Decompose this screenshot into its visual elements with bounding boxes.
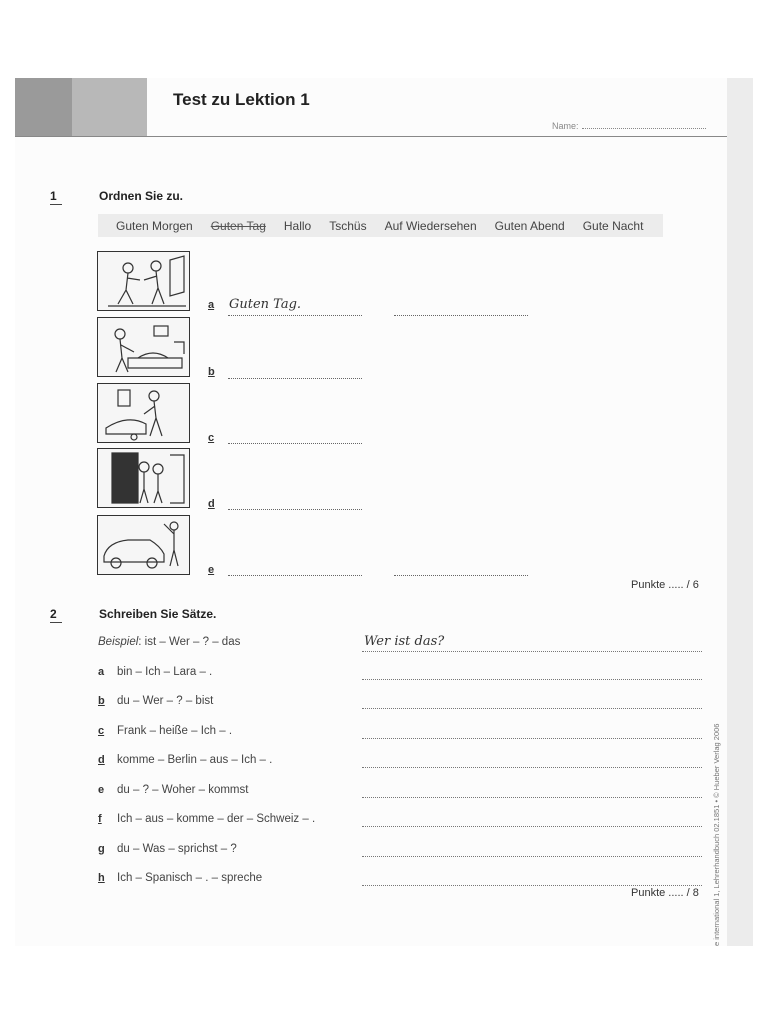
example-prompt xyxy=(98,636,240,648)
sentence-h-letter: h xyxy=(98,872,105,884)
word-auf-wiedersehen: Auf Wiedersehen xyxy=(384,218,477,233)
sentence-f-words: Ich – aus – komme – der – Schweiz – . xyxy=(117,813,316,825)
name-dotted-line[interactable] xyxy=(582,128,706,129)
page-edge xyxy=(727,78,753,946)
word-guten-tag-struck: Guten Tag xyxy=(210,218,266,233)
illustration-b-morning xyxy=(97,317,190,377)
sentence-f-line[interactable] xyxy=(362,814,702,827)
sentence-a-line[interactable] xyxy=(362,667,702,680)
sentence-c-line[interactable] xyxy=(362,726,702,739)
item-a-letter: a xyxy=(208,299,215,311)
sentence-c-words: Frank – heiße – Ich – . xyxy=(117,725,233,737)
sentence-d-words: komme – Berlin – aus – Ich – . xyxy=(117,754,273,766)
item-e-letter: e xyxy=(208,564,215,576)
sentence-d-letter: d xyxy=(98,754,105,766)
sentence-g-words: du – Was – sprichst – ? xyxy=(117,843,237,855)
item-d-line[interactable] xyxy=(228,495,362,510)
sentence-f-letter: f xyxy=(98,813,102,825)
sentence-a-words: bin – Ich – Lara – . xyxy=(117,666,213,678)
illustration-c-night xyxy=(97,383,190,443)
example-text: : ist – Wer – ? – das xyxy=(138,636,241,648)
header-block-light xyxy=(72,78,147,137)
word-box xyxy=(98,214,663,237)
name-field[interactable] xyxy=(552,121,706,131)
section-2-title: Schreiben Sie Sätze. xyxy=(99,607,217,621)
item-c-letter: c xyxy=(208,432,215,444)
sentence-e-letter: e xyxy=(98,784,105,796)
section-2-points: Punkte ..... / 8 xyxy=(631,887,699,899)
item-e-line-2[interactable] xyxy=(394,561,528,576)
sentence-a-letter: a xyxy=(98,666,105,678)
illustration-a-greeting xyxy=(97,251,190,311)
sentence-e-words: du – ? – Woher – kommst xyxy=(117,784,249,796)
item-d-letter: d xyxy=(208,498,215,510)
word-guten-morgen: Guten Morgen xyxy=(116,218,193,233)
sentence-d-line[interactable] xyxy=(362,755,702,768)
header-block-dark xyxy=(15,78,72,137)
word-gute-nacht: Gute Nacht xyxy=(582,218,644,233)
sentence-b-letter: b xyxy=(98,695,105,707)
sentence-g-line[interactable] xyxy=(362,844,702,857)
example-answer: Wer ist das? xyxy=(364,634,445,649)
sentence-g-letter: g xyxy=(98,843,105,855)
header-rule xyxy=(15,136,727,137)
sentence-h-words: Ich – Spanisch – . – spreche xyxy=(117,872,263,884)
item-b-line[interactable] xyxy=(228,364,362,379)
sentence-h-line[interactable] xyxy=(362,873,702,886)
item-a-line-1[interactable] xyxy=(228,301,362,316)
section-2-number: 2 xyxy=(50,607,62,623)
section-1-number: 1 xyxy=(50,189,62,205)
example-label: Beispiel xyxy=(98,636,139,648)
name-label: Name: xyxy=(552,121,579,131)
item-e-line-1[interactable] xyxy=(228,561,362,576)
item-a-line-2[interactable] xyxy=(394,301,528,316)
page-title: Test zu Lektion 1 xyxy=(173,90,310,109)
sentence-b-line[interactable] xyxy=(362,696,702,709)
copyright-note: e international 1, Lehrerhandbuch 02.1851 • © Hueber Verlag 2006 xyxy=(712,723,721,946)
word-hallo: Hallo xyxy=(283,218,312,233)
section-1-title: Ordnen Sie zu. xyxy=(99,189,184,203)
sentence-e-line[interactable] xyxy=(362,785,702,798)
section-1-points: Punkte ..... / 6 xyxy=(631,579,699,591)
example-line xyxy=(362,639,702,652)
item-c-line[interactable] xyxy=(228,429,362,444)
word-guten-abend: Guten Abend xyxy=(494,218,565,233)
sentence-c-letter: c xyxy=(98,725,105,737)
sentence-b-words: du – Wer – ? – bist xyxy=(117,695,214,707)
item-b-letter: b xyxy=(208,366,215,378)
item-a-answer: Guten Tag. xyxy=(229,297,302,312)
illustration-e-goodbye xyxy=(97,515,190,575)
word-tschues: Tschüs xyxy=(329,218,367,233)
illustration-d-evening xyxy=(97,448,190,508)
